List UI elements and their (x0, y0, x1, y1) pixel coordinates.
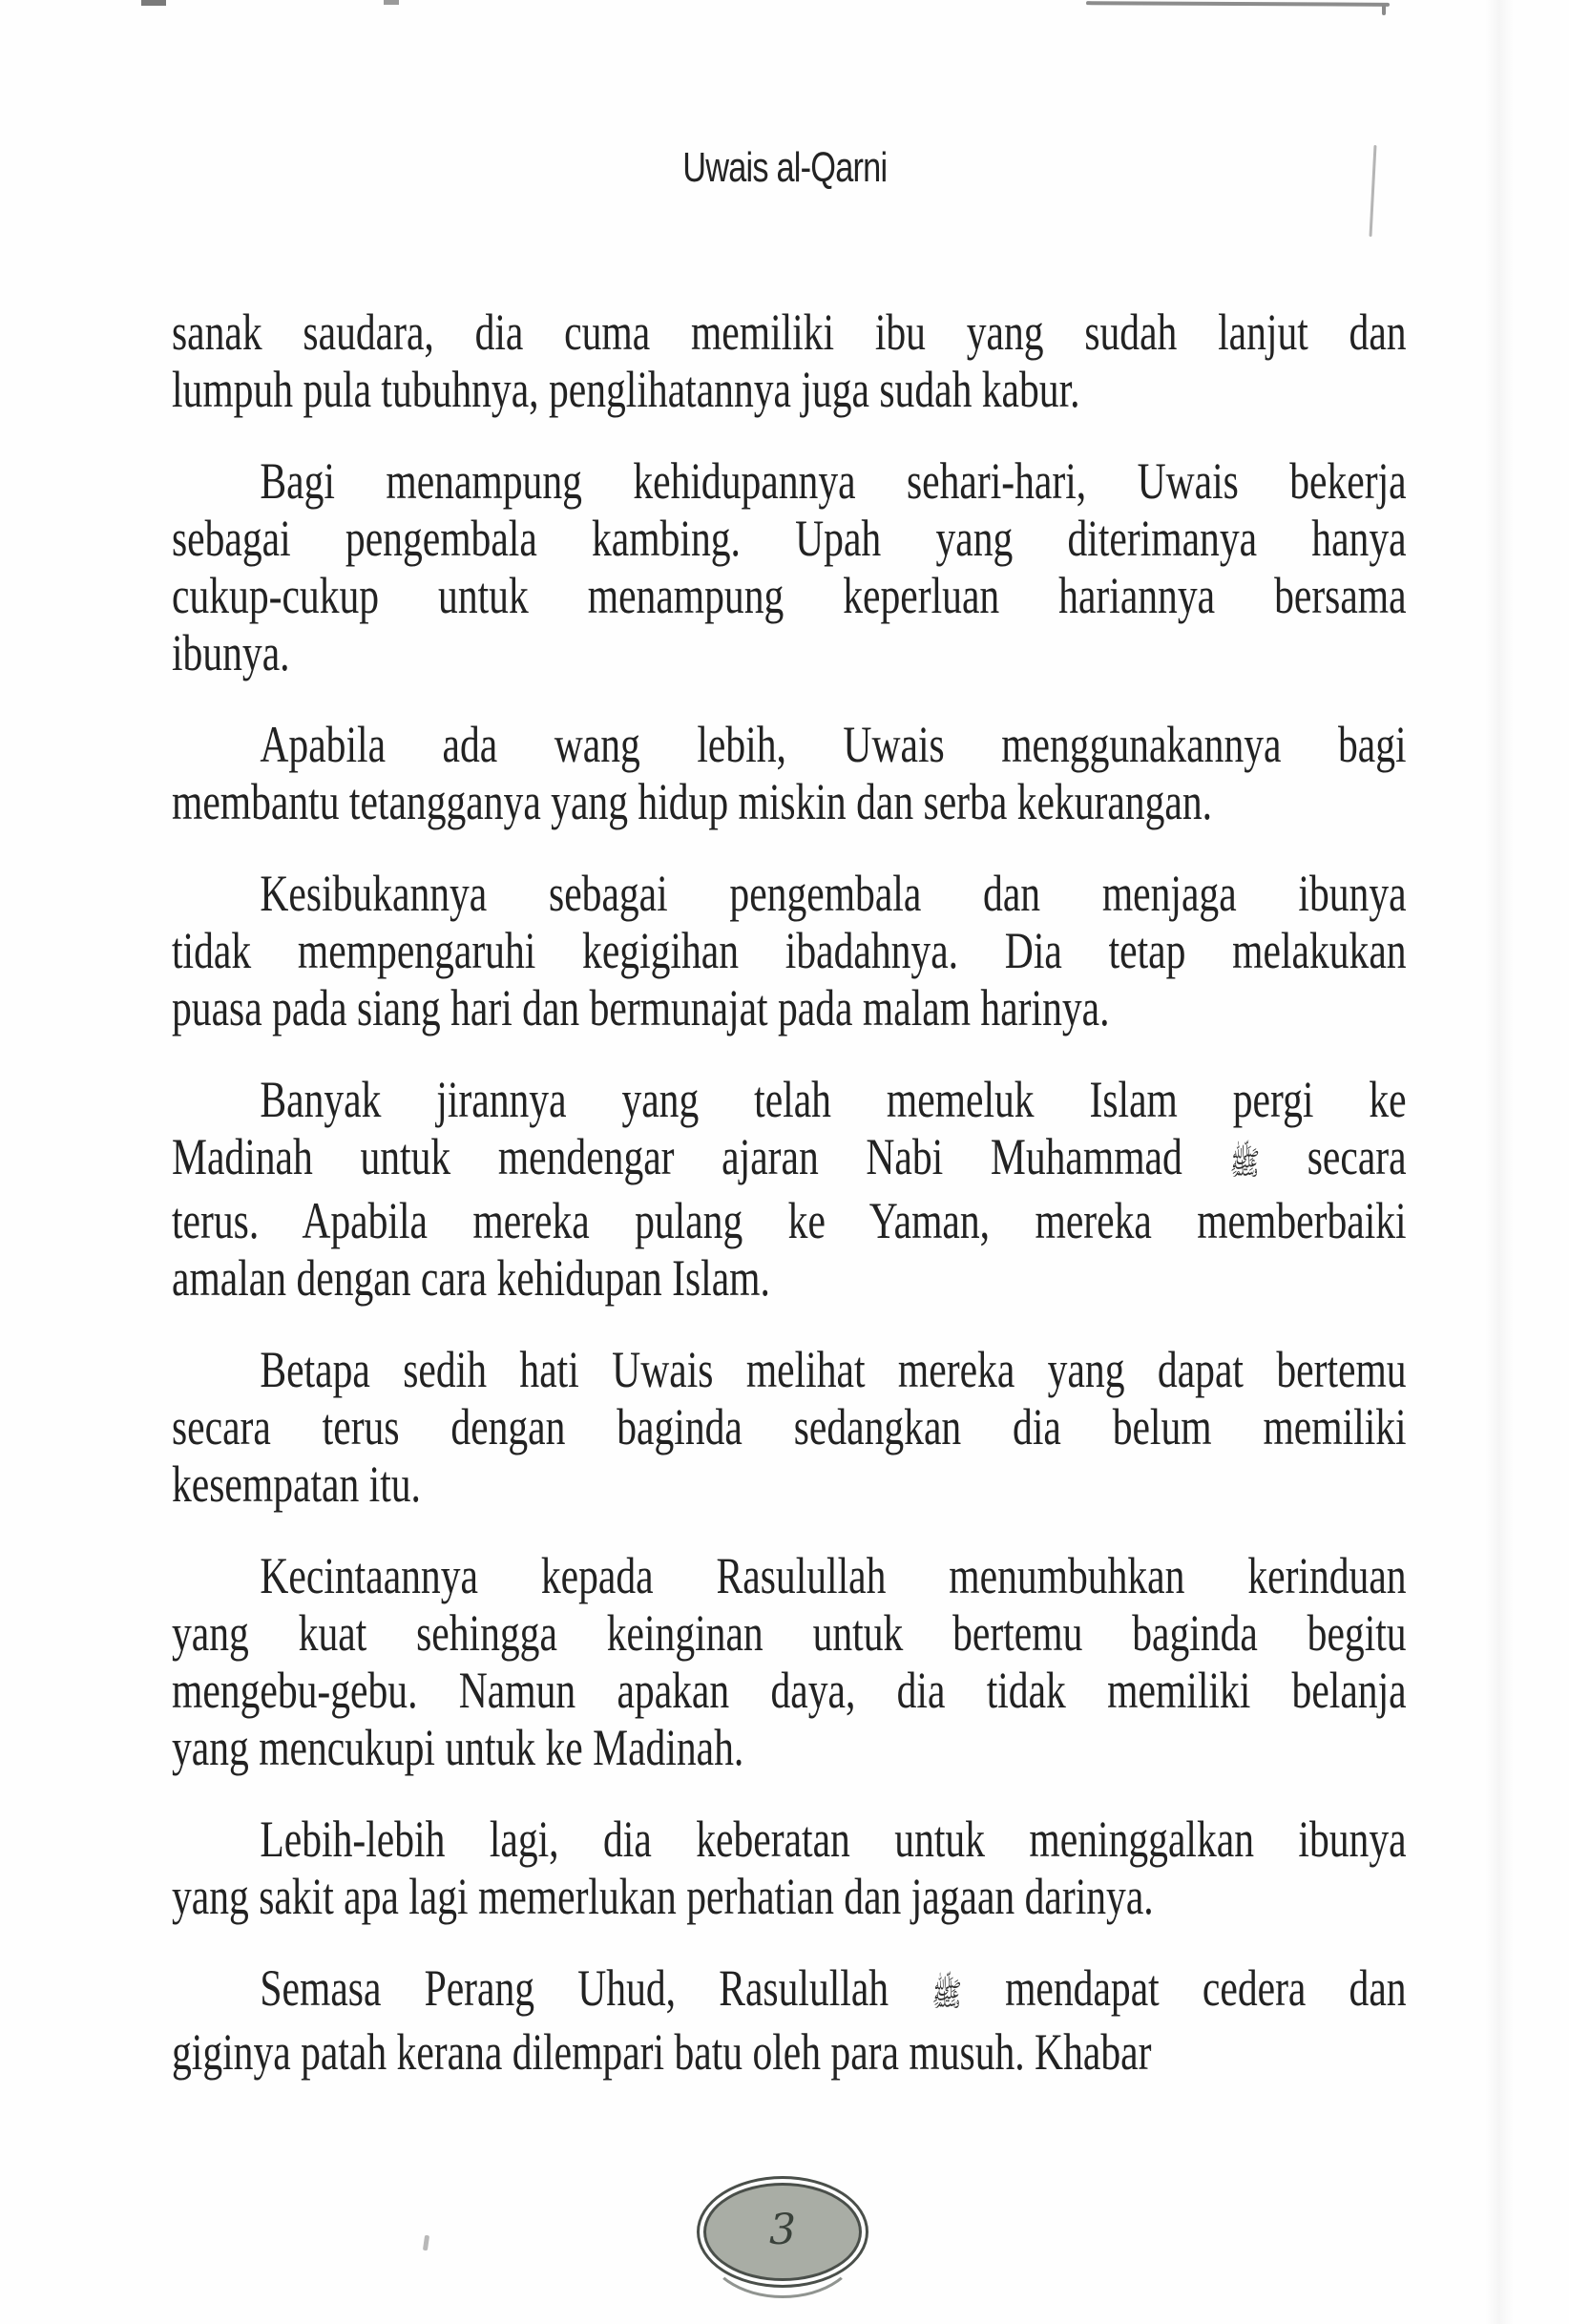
pbuh-honorific-symbol: ﷺ (1229, 1144, 1261, 1183)
scan-page-curl-shadow (1485, 0, 1514, 2324)
text-line: sebagai pengembala kambing. Upah yang diterimanya hanya (172, 510, 1407, 567)
text-line: yang kuat sehingga keinginan untuk bertemu baginda begitu (172, 1604, 1407, 1662)
page-number-ring (703, 2183, 862, 2281)
text-line: ibunya. (172, 624, 290, 681)
paragraph (172, 1811, 1407, 1925)
text-line: yang sakit apa lagi memerlukan perhatian dan jagaan darinya. (172, 1868, 1154, 1925)
page-number: 3 (769, 2206, 796, 2254)
paragraph (172, 1341, 1407, 1513)
text-line: Betapa sedih hati Uwais melihat mereka yang dapat bertemu (260, 1341, 1407, 1398)
scan-artifact (141, 0, 166, 6)
paragraph (172, 1547, 1407, 1776)
text-line: cukup-cukup untuk menampung keperluan hariannya bersama (172, 567, 1407, 624)
scan-artifact (423, 2235, 429, 2251)
text-line: Kecintaannya kepada Rasulullah menumbuhkan kerinduan (260, 1547, 1407, 1604)
text-line: Kesibukannya sebagai pengembala dan menjaga ibunya (260, 865, 1407, 922)
pbuh-honorific-symbol: ﷺ (931, 1976, 962, 2014)
scan-artifact (384, 0, 399, 5)
scan-artifact (1086, 1, 1390, 7)
scan-artifact (1382, 5, 1386, 15)
page-header-title: Uwais al-Qarni (681, 144, 888, 191)
text-line: membantu tetangganya yang hidup miskin dan serba kekurangan. (172, 773, 1213, 830)
text-line: terus. Apabila mereka pulang ke Yaman, mereka memberbaiki (172, 1192, 1407, 1249)
text-line: lumpuh pula tubuhnya, penglihatannya juga sudah kabur. (172, 361, 1080, 418)
text-line: Lebih-lebih lagi, dia keberatan untuk meninggalkan ibunya (260, 1811, 1407, 1868)
text-line: Banyak jirannya yang telah memeluk Islam pergi ke (260, 1071, 1407, 1128)
paragraph (172, 304, 1407, 418)
text-line: amalan dengan cara kehidupan Islam. (172, 1249, 770, 1307)
text-line: sanak saudara, dia cuma memiliki ibu yang sudah lanjut dan (172, 304, 1407, 361)
paragraph (172, 865, 1407, 1036)
paragraph (172, 452, 1407, 681)
page-number-badge (697, 2176, 868, 2288)
text-line: mengebu-gebu. Namun apakan daya, dia tidak memiliki belanja (172, 1662, 1407, 1719)
text-line: Apabila ada wang lebih, Uwais menggunakannya bagi (260, 716, 1407, 773)
text-line: Semasa Perang Uhud, Rasulullah ﷺ mendapat cedera dan (260, 1959, 1407, 2017)
paragraph (172, 1959, 1407, 2081)
text-line: giginya patah kerana dilempari batu oleh para musuh. Khabar (172, 2023, 1152, 2081)
text-line: yang mencukupi untuk ke Madinah. (172, 1719, 744, 1776)
text-line: tidak mempengaruhi kegigihan ibadahnya. Dia tetap melakukan (172, 922, 1407, 979)
text-block (172, 304, 1407, 2115)
paragraph (172, 716, 1407, 830)
text-line: kesempatan itu. (172, 1455, 421, 1513)
text-line: Madinah untuk mendengar ajaran Nabi Muhammad ﷺ secara (172, 1128, 1407, 1185)
text-line: puasa pada siang hari dan bermunajat pada malam harinya. (172, 979, 1110, 1036)
page-header (0, 145, 1569, 191)
text-line: Bagi menampung kehidupannya sehari-hari, Uwais bekerja (260, 452, 1407, 510)
paragraph (172, 1071, 1407, 1307)
text-line: secara terus dengan baginda sedangkan dia belum memiliki (172, 1398, 1407, 1455)
